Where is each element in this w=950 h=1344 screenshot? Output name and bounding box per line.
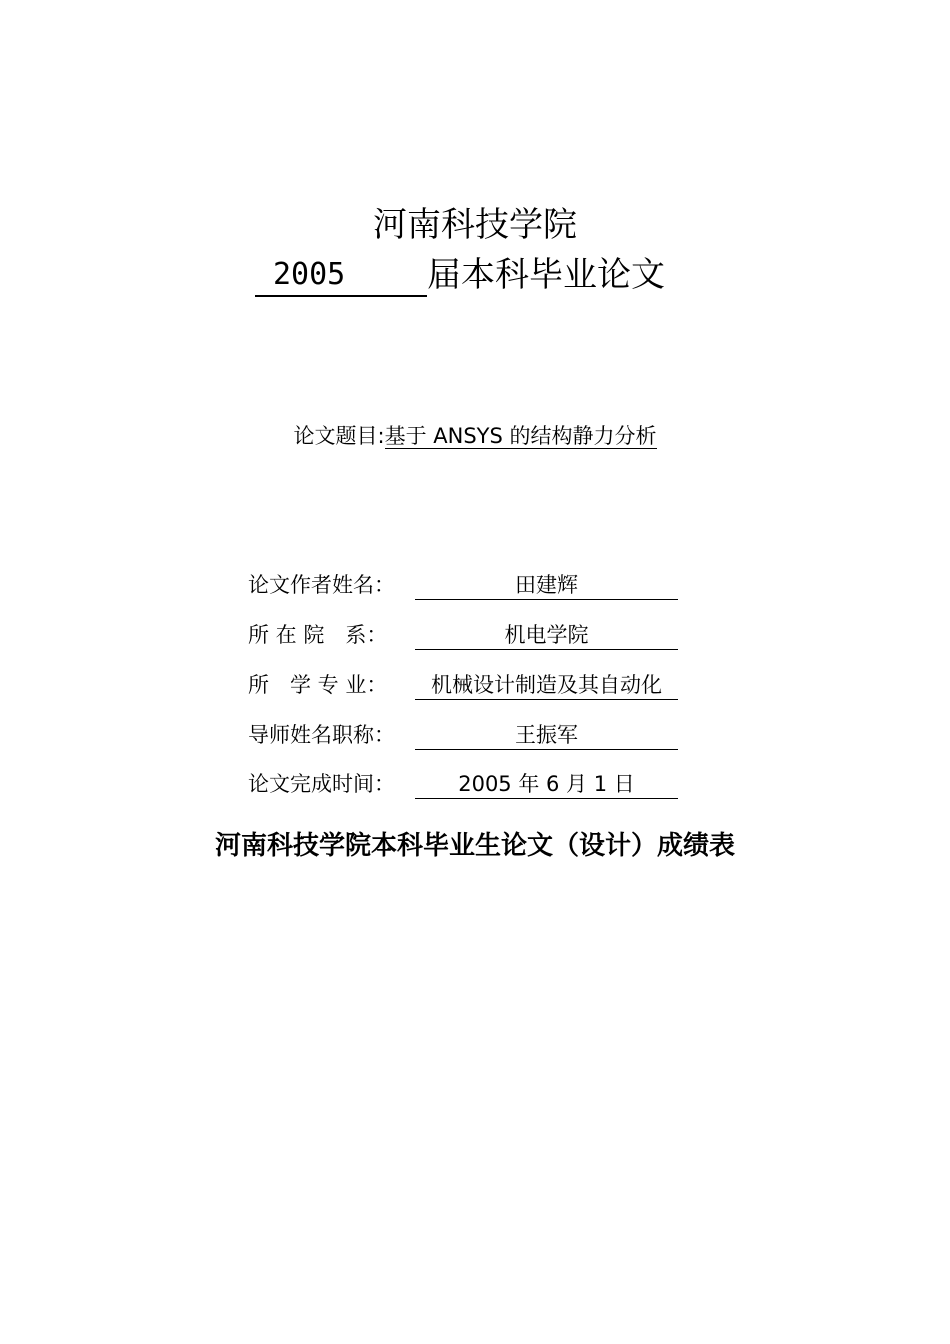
completion-date-label: 论文完成时间： <box>248 772 395 796</box>
department-value: 机电学院 <box>415 621 678 650</box>
major-label: 所 学 专 业： <box>248 673 388 697</box>
grade-table-title: 河南科技学院本科毕业生论文（设计）成绩表 <box>214 831 735 861</box>
author-name-row <box>248 570 678 600</box>
department-label: 所 在 院 系： <box>248 623 388 647</box>
advisor-label: 导师姓名职称： <box>248 723 395 747</box>
thesis-topic-line <box>0 420 950 452</box>
school-name-title: 河南科技学院 <box>373 205 577 245</box>
major-value: 机械设计制造及其自动化 <box>415 671 678 700</box>
advisor-row <box>248 720 678 750</box>
graduation-year-suffix: 届本科毕业论文 <box>427 255 665 295</box>
major-row <box>248 670 678 700</box>
thesis-topic-label: 论文题目: <box>293 424 385 448</box>
completion-date-value: 2005 年 6 月 1 日 <box>415 770 678 799</box>
author-name-label: 论文作者姓名： <box>248 573 395 597</box>
thesis-topic-value: 基于 ANSYS 的结构静力分析 <box>384 424 657 448</box>
advisor-value: 王振军 <box>415 721 678 750</box>
graduation-year-title <box>255 253 665 297</box>
completion-date-row <box>248 769 678 799</box>
author-name-value: 田建辉 <box>415 571 678 600</box>
department-row <box>248 620 678 650</box>
graduation-year-value: 2005 <box>255 255 427 297</box>
